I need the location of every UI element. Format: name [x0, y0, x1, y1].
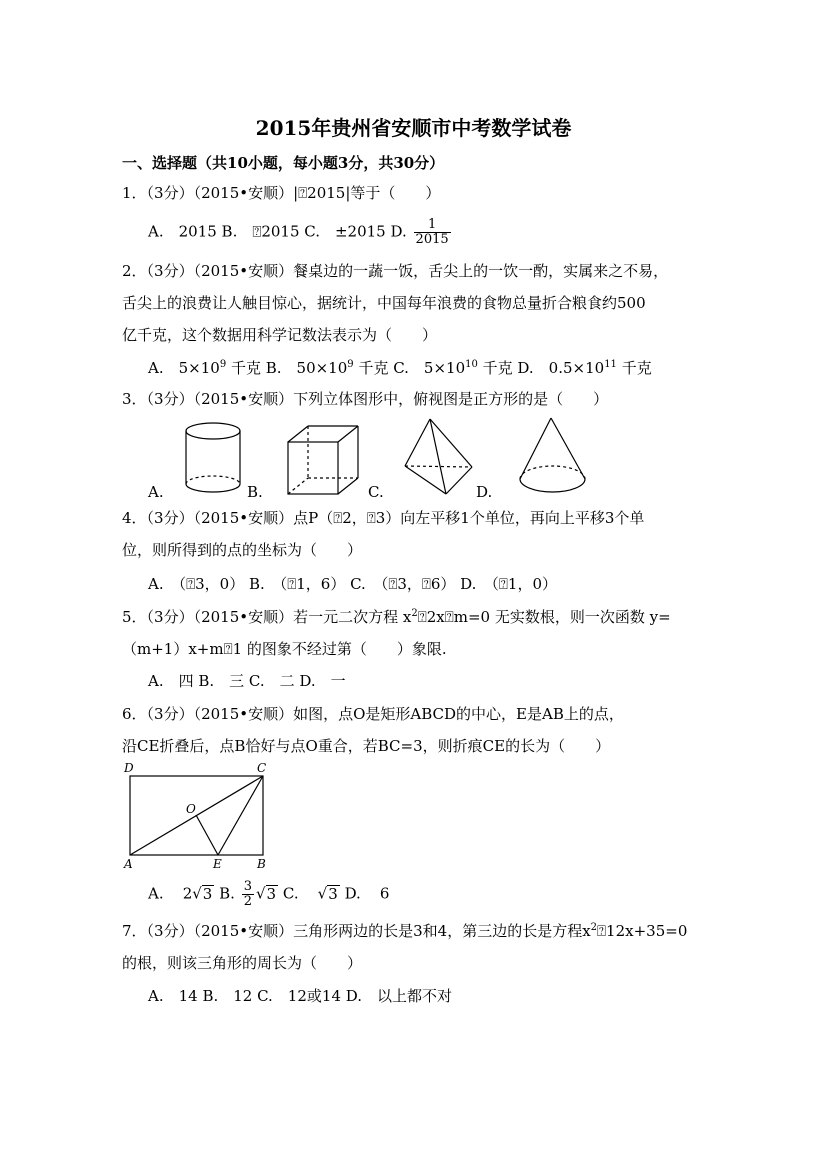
stem-text: ⍰12x+35=0 [597, 922, 688, 940]
fraction-numerator: 3 [243, 879, 252, 894]
question-3-stem: 3．（3分）（2015•安顺）下列立体图形中，俯视图是正方形的是（ ） [122, 390, 609, 408]
option-a-coef: 2 [182, 884, 193, 903]
option-c-label: C. [368, 483, 384, 501]
exponent: 10 [465, 359, 478, 370]
option-text: 千克 C. 5×10 [358, 359, 466, 377]
question-6-options [148, 880, 389, 909]
option-d-value: 6 [379, 884, 390, 903]
question-5-stem-line-2: （m+1）x+m⍰1 的图象不经过第（ ）象限. [122, 640, 447, 658]
radicand: 3 [266, 884, 277, 903]
question-7-stem-line-1 [122, 921, 687, 941]
stem-text: 5．（3分）（2015•安顺）若一元二次方程 x [122, 608, 412, 626]
question-4-stem-line-1: 4．（3分）（2015•安顺）点P（⍰2，⍰3）向左平移1个单位，再向上平移3个单 [122, 509, 645, 527]
question-6-stem-line-2: 沿CE折叠后，点B恰好与点O重合，若BC=3，则折痕CE的长为（ ） [122, 737, 611, 755]
option-b-label: B. [247, 483, 263, 501]
exponent: 9 [219, 359, 227, 370]
question-6-stem-line-1: 6．（3分）（2015•安顺）如图，点O是矩形ABCD的中心，E是AB上的点， [122, 705, 624, 723]
question-4-options: A. （⍰3，0） B. （⍰1，6） C. （⍰3，⍰6） D. （⍰1，0） [148, 575, 558, 593]
segment-oe [196, 815, 218, 855]
radical-sign: √ [317, 884, 328, 903]
cone-figure [520, 418, 585, 492]
question-4-stem-line-2: 位，则所得到的点的坐标为（ ） [122, 541, 363, 559]
option-d-label: D. [476, 483, 493, 501]
pyramid-figure [405, 419, 472, 494]
radical-sign: √ [255, 884, 266, 903]
label-d: D [124, 761, 134, 775]
exponent: 2 [590, 922, 598, 933]
question-7-stem-line-2: 的根，则该三角形的周长为（ ） [122, 954, 363, 972]
question-7-options: A. 14 B. 12 C. 12或14 D. 以上都不对 [148, 987, 453, 1005]
question-5-options: A. 四 B. 三 C. 二 D. 一 [148, 672, 346, 690]
radical-sign: √ [192, 884, 202, 903]
radicand: 3 [328, 884, 338, 903]
option-text: 千克 B. 50×10 [230, 359, 348, 377]
label-c: C [257, 761, 267, 775]
question-2-stem-line-2: 舌尖上的浪费让人触目惊心，据统计，中国每年浪费的食物总量折合粮食约500 [122, 294, 646, 312]
question-2-stem-line-1: 2．（3分）（2015•安顺）餐桌边的一蔬一饭，舌尖上的一饮一酌，实属来之不易， [122, 262, 669, 280]
section-heading: 一、选择题（共10小题，每小题3分，共30分） [122, 154, 445, 172]
option-b-label: B. [219, 884, 235, 903]
option-a-label: A. [148, 483, 164, 501]
stem-text: ⍰2x⍰m=0 无实数根，则一次函数 y= [417, 608, 671, 626]
cube-figure [288, 426, 358, 494]
option-text: 千克 D. 0.5×10 [482, 359, 605, 377]
fraction-denominator: 2015 [415, 232, 449, 247]
option-text: A. 5×10 [148, 359, 220, 377]
question-5-stem-line-1 [122, 607, 671, 627]
option-c-label: C. [282, 884, 299, 903]
option-b-fraction [242, 880, 254, 909]
label-o: O [186, 802, 196, 816]
question-6-figure [120, 758, 280, 870]
question-1-stem: 1．（3分）（2015•安顺）|⍰2015|等于（ ） [122, 184, 441, 202]
fraction-numerator: 1 [427, 217, 437, 232]
question-1-options-text: A. 2015 B. ⍰2015 C. ±2015 D. [148, 222, 407, 241]
question-2-stem-line-3: 亿千克，这个数据用科学记数法表示为（ ） [122, 326, 438, 344]
crease-ce [218, 776, 263, 855]
exponent: 2 [411, 608, 418, 619]
option-text: 千克 [621, 359, 652, 377]
exponent: 9 [347, 359, 354, 370]
exponent: 11 [604, 359, 617, 370]
question-3-figures [0, 0, 827, 520]
option-d-label: D. [344, 884, 361, 903]
cylinder-figure [186, 423, 240, 492]
fraction-denominator: 2 [243, 894, 252, 909]
option-a-label: A. [148, 884, 164, 903]
label-e: E [213, 857, 222, 870]
radicand: 3 [202, 884, 213, 903]
stem-text: 7．（3分）（2015•安顺）三角形两边的长是3和4，第三边的长是方程x [122, 922, 591, 940]
label-a: A [124, 857, 133, 870]
label-b: B [257, 857, 266, 870]
page-title: 2015年贵州省安顺市中考数学试卷 [255, 116, 572, 140]
